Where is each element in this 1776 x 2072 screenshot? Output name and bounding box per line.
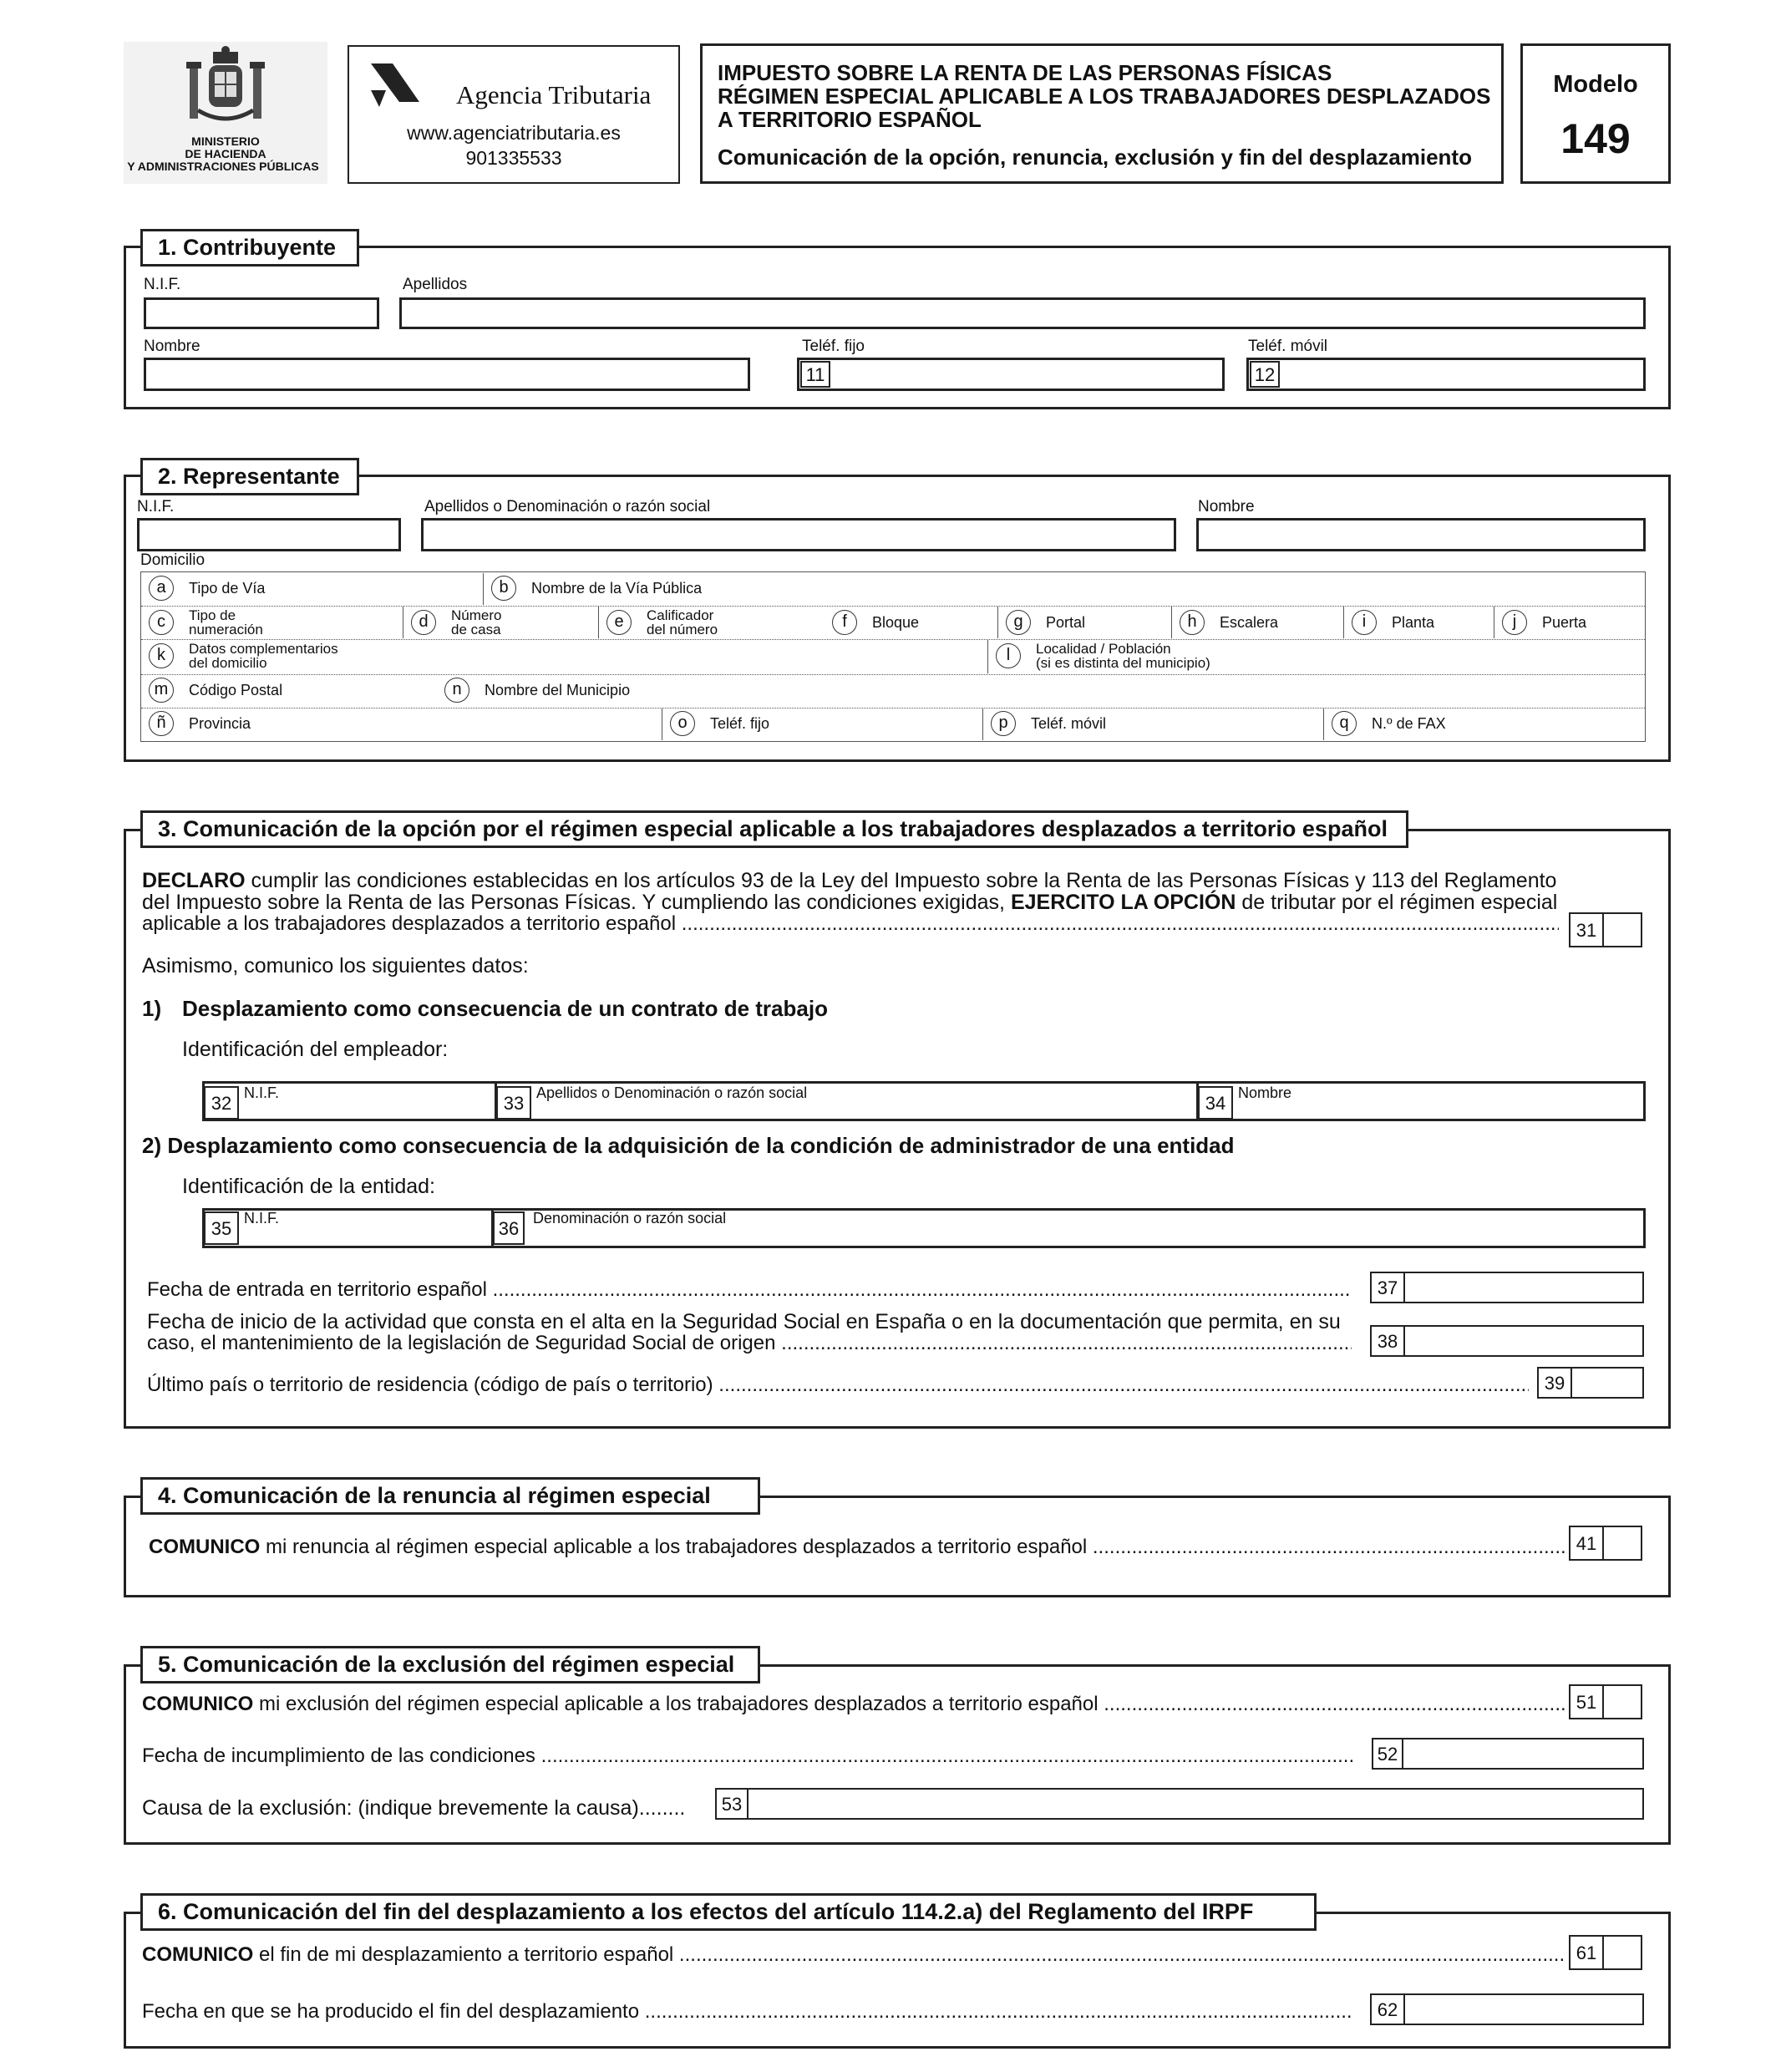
- s2-apellidos-field[interactable]: [421, 518, 1176, 551]
- entidad-denominacion-field[interactable]: [526, 1210, 1642, 1247]
- fecha-inicio-label-line2: caso, el mantenimiento de la legislación de Seguridad Social de origen .....: [147, 1332, 1352, 1355]
- circle-b: b: [491, 576, 516, 601]
- section-1-title: 1. Contribuyente: [140, 229, 359, 267]
- circle-p: p: [991, 711, 1016, 736]
- portal-field[interactable]: Portal: [1046, 614, 1086, 631]
- s2-nombre-label: Nombre: [1198, 498, 1255, 515]
- ministry-logo: [124, 42, 327, 184]
- box-53-number: 53: [715, 1788, 748, 1820]
- s1-tel-fijo-label: Teléf. fijo: [802, 338, 865, 355]
- s1-apellidos-field[interactable]: [399, 297, 1646, 329]
- s2-nif-label: N.I.F.: [137, 498, 175, 515]
- section-fin-desplazamiento: [124, 1912, 1671, 2049]
- box-39-number: 39: [1537, 1367, 1572, 1399]
- escalera-field[interactable]: Escalera: [1220, 614, 1279, 631]
- box-35-number: 35: [204, 1211, 239, 1245]
- puerta-field[interactable]: Puerta: [1542, 614, 1587, 631]
- fecha-inicio-label-line1: Fecha de inicio de la actividad que consta en el alta en la Seguridad Social en España o en la documentación que permita, en su: [147, 1310, 1341, 1333]
- exclusion-text: COMUNICO mi exclusión del régimen especial aplicable a los trabajadores desplazados a territorio español .....: [142, 1693, 1565, 1716]
- section-2-title: 2. Representante: [140, 458, 359, 495]
- circle-d: d: [411, 610, 436, 635]
- localidad-field[interactable]: Localidad / Población (si es distinta del municipio): [1036, 641, 1210, 671]
- asimismo-text: Asimismo, comunico los siguientes datos:: [142, 954, 529, 978]
- s1-tel-movil-label: Teléf. móvil: [1248, 338, 1328, 355]
- s2-apellidos-label: Apellidos o Denominación o razón social: [424, 498, 711, 515]
- modelo-label: Modelo: [1553, 71, 1638, 98]
- form-subtitle: Comunicación de la opción, renuncia, exclusión y fin del desplazamiento: [718, 145, 1472, 170]
- s1-apellidos-label: Apellidos: [403, 276, 468, 293]
- agency-logo-icon: [368, 58, 423, 114]
- renuncia-text: COMUNICO mi renuncia al régimen especial aplicable a los trabajadores desplazados a territorio español .....: [149, 1536, 1565, 1559]
- box-32-number: 32: [204, 1086, 239, 1120]
- provincia-field[interactable]: Provincia: [189, 715, 251, 732]
- fecha-incumplimiento-label: Fecha de incumplimiento de las condiciones .....: [142, 1744, 1355, 1768]
- circle-g: g: [1006, 610, 1031, 635]
- representante-tel-movil-field[interactable]: Teléf. móvil: [1031, 715, 1107, 732]
- modelo-number: 149: [1560, 115, 1631, 162]
- declaro-paragraph-line1: DECLARO cumplir las condiciones establecidas en los artículos 93 de la Ley del Impuesto sobre la Renta de las Personas Físicas y 113 del Reglamento: [142, 869, 1557, 892]
- bloque-field[interactable]: Bloque: [872, 614, 920, 631]
- circle-a: a: [149, 576, 174, 601]
- box-51-number: 51: [1569, 1684, 1604, 1719]
- causa-label: Causa de la exclusión: (indique brevemente la causa)........: [142, 1796, 686, 1820]
- circle-h: h: [1180, 610, 1205, 635]
- nombre-via-field[interactable]: Nombre de la Vía Pública: [531, 580, 703, 597]
- ultimo-pais-label: Último país o territorio de residencia (código de país o territorio) .....: [147, 1374, 1529, 1397]
- circle-nn: ñ: [149, 711, 174, 736]
- section-5-title: 5. Comunicación de la exclusión del régimen especial: [140, 1646, 760, 1684]
- numero-casa-field[interactable]: Número de casa: [451, 607, 502, 637]
- tipo-via-field[interactable]: Tipo de Vía: [189, 580, 266, 597]
- box-11-number: 11: [800, 361, 830, 388]
- circle-i: i: [1352, 610, 1377, 635]
- box-33-label: Apellidos o Denominación o razón social: [536, 1084, 808, 1101]
- heading-1: Desplazamiento como consecuencia de un contrato de trabajo: [182, 996, 828, 1021]
- box-34-label: Nombre: [1238, 1084, 1292, 1101]
- s2-nif-field[interactable]: [137, 518, 401, 551]
- entidad-nif-field[interactable]: [239, 1210, 491, 1247]
- s1-nif-field[interactable]: [144, 297, 379, 329]
- s2-nombre-field[interactable]: [1196, 518, 1646, 551]
- box-12-number: 12: [1250, 361, 1280, 388]
- box-36-label: Denominación o razón social: [533, 1210, 727, 1226]
- empleador-nif-field[interactable]: [239, 1083, 495, 1120]
- declaro-paragraph-line2: del Impuesto sobre la Renta de las Personas Físicas. Y cumpliendo las condiciones exigidas, EJERCITO LA OPCIÓN de tributar por el régimen especial: [142, 891, 1558, 914]
- s1-nombre-field[interactable]: [144, 358, 750, 391]
- entidad-label: Identificación de la entidad:: [182, 1175, 435, 1198]
- modelo-box: [1520, 43, 1671, 184]
- section-3-title: 3. Comunicación de la opción por el régimen especial aplicable a los trabajadores desplazados a territorio español: [140, 810, 1408, 848]
- section-6-title: 6. Comunicación del fin del desplazamiento a los efectos del artículo 114.2.a) del Reglamento del IRPF: [140, 1893, 1317, 1931]
- fin-desplazamiento-text: COMUNICO el fin de mi desplazamiento a territorio español .....: [142, 1943, 1565, 1967]
- circle-q: q: [1332, 711, 1357, 736]
- ministry-name: MINISTERIO DE HACIENDA Y ADMINISTRACIONES PÚBLICAS: [127, 135, 319, 173]
- box-61-number: 61: [1569, 1935, 1604, 1970]
- representante-tel-fijo-field[interactable]: Teléf. fijo: [710, 715, 770, 732]
- codigo-postal-field[interactable]: Código Postal: [189, 682, 283, 698]
- form-title: IMPUESTO SOBRE LA RENTA DE LAS PERSONAS FÍSICAS RÉGIMEN ESPECIAL APLICABLE A LOS TRABAJADORES DESPLAZADOS A TERRITORIO ESPAÑOL: [718, 60, 1491, 132]
- box-41-number: 41: [1569, 1526, 1604, 1561]
- circle-c: c: [149, 610, 174, 635]
- planta-field[interactable]: Planta: [1392, 614, 1435, 631]
- heading-1-number: 1): [142, 996, 162, 1021]
- datos-complementarios-field[interactable]: Datos complementarios del domicilio: [189, 641, 338, 671]
- box-38-number: 38: [1370, 1325, 1405, 1357]
- fax-field[interactable]: N.º de FAX: [1372, 715, 1446, 732]
- circle-e: e: [606, 610, 632, 635]
- s1-tel-movil-field[interactable]: [1246, 358, 1646, 391]
- circle-o: o: [670, 711, 695, 736]
- declaro-paragraph-line3: aplicable a los trabajadores desplazados a territorio español .....: [142, 912, 1559, 936]
- s1-nif-label: N.I.F.: [144, 276, 181, 293]
- s1-tel-fijo-field[interactable]: [797, 358, 1225, 391]
- heading-2: 2) Desplazamiento como consecuencia de la adquisición de la condición de administrador de una entidad: [142, 1133, 1235, 1158]
- circle-k: k: [149, 643, 174, 668]
- causa-field[interactable]: [715, 1788, 1644, 1820]
- agency-phone: 901335533: [465, 147, 562, 169]
- empleador-nombre-field[interactable]: [1233, 1083, 1642, 1120]
- empleador-label: Identificación del empleador:: [182, 1038, 449, 1061]
- box-34-number: 34: [1198, 1086, 1233, 1120]
- circle-m: m: [149, 678, 174, 703]
- box-33-number: 33: [496, 1086, 531, 1120]
- fecha-incumplimiento-field[interactable]: [1372, 1738, 1644, 1770]
- agency-name: Agencia Tributaria: [456, 80, 652, 109]
- form-title-box: [700, 43, 1504, 184]
- calificador-numero-field[interactable]: Calificador del número: [647, 607, 718, 637]
- fecha-entrada-label: Fecha de entrada en territorio español .....: [147, 1278, 1352, 1302]
- circle-f: f: [832, 610, 857, 635]
- s2-domicilio-label: Domicilio: [140, 551, 206, 569]
- agency-box: [348, 45, 680, 184]
- box-37-number: 37: [1370, 1272, 1405, 1303]
- empleador-apellidos-field[interactable]: [531, 1083, 1196, 1120]
- box-32-label: N.I.F.: [244, 1084, 280, 1101]
- fecha-fin-field[interactable]: [1370, 1993, 1644, 2025]
- box-62-number: 62: [1370, 1993, 1405, 2025]
- circle-j: j: [1502, 610, 1527, 635]
- tipo-numeracion-field[interactable]: Tipo de numeración: [189, 607, 263, 637]
- section-4-title: 4. Comunicación de la renuncia al régimen especial: [140, 1477, 760, 1515]
- box-31-number: 31: [1569, 912, 1604, 947]
- fecha-entrada-field[interactable]: [1370, 1272, 1644, 1303]
- s1-nombre-label: Nombre: [144, 338, 200, 355]
- fecha-inicio-field[interactable]: [1370, 1325, 1644, 1357]
- circle-l: l: [996, 643, 1021, 668]
- agency-web: www.agenciatributaria.es: [407, 122, 621, 144]
- coat-of-arms-icon: [180, 43, 271, 135]
- box-35-label: N.I.F.: [244, 1210, 280, 1226]
- box-52-number: 52: [1372, 1738, 1403, 1770]
- circle-n: n: [444, 678, 469, 703]
- municipio-field[interactable]: Nombre del Municipio: [485, 682, 631, 698]
- box-36-number: 36: [493, 1211, 525, 1245]
- fecha-fin-label: Fecha en que se ha producido el fin del desplazamiento .....: [142, 2000, 1353, 2024]
